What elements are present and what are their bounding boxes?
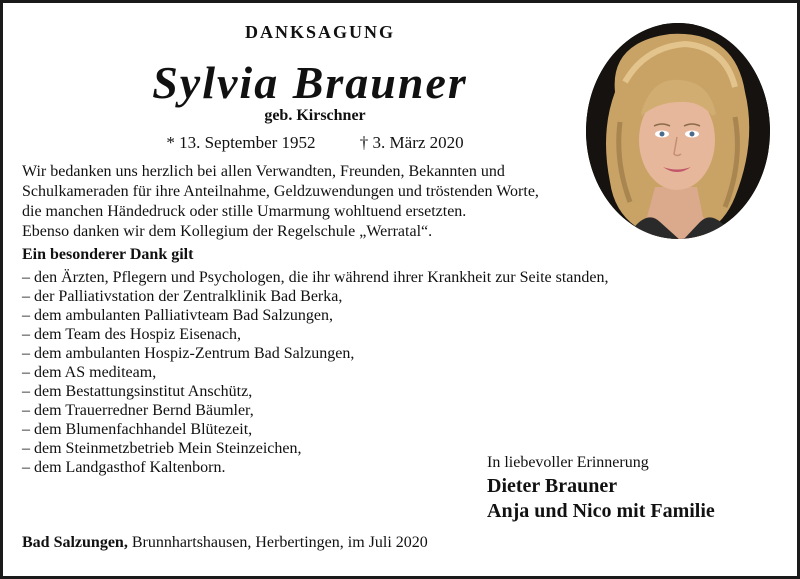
list-item: – dem Bestattungsinstitut Anschütz, xyxy=(22,383,253,400)
maiden-name: geb. Kirschner xyxy=(264,107,366,124)
mourner-name: Anja und Nico mit Familie xyxy=(487,500,715,522)
intro-line: Schulkameraden für ihre Anteilnahme, Geldzuwendungen und tröstenden Worte, xyxy=(22,183,539,200)
thanks-heading: Ein besonderer Dank gilt xyxy=(22,246,194,263)
death-date: † 3. März 2020 xyxy=(359,133,464,152)
footer-rest: Brunnhartshausen, Herbertingen, im Juli 2020 xyxy=(127,534,428,551)
life-dates xyxy=(0,133,630,153)
list-item: – dem Steinmetzbetrieb Mein Steinzeichen, xyxy=(22,440,302,457)
mourner-name: Dieter Brauner xyxy=(487,475,618,497)
place-date-line xyxy=(22,534,428,552)
portrait-photo xyxy=(585,22,771,240)
intro-line: die manchen Händedruck oder stille Umarmung wohltuend ersetzten. xyxy=(22,203,467,220)
intro-line: Ebenso danken wir dem Kollegium der Regelschule „Werratal“. xyxy=(22,223,433,240)
list-item: – dem Trauerredner Bernd Bäumler, xyxy=(22,402,254,419)
footer-place: Bad Salzungen, xyxy=(22,534,128,551)
list-item: – dem ambulanten Palliativteam Bad Salzungen, xyxy=(22,307,334,324)
list-item: – dem Landgasthof Kaltenborn. xyxy=(22,459,226,476)
deceased-name: Sylvia Brauner xyxy=(152,57,468,108)
birth-date: * 13. September 1952 xyxy=(166,133,316,152)
list-item: – der Palliativstation der Zentralklinik Bad Berka, xyxy=(22,288,343,305)
memory-line: In liebevoller Erinnerung xyxy=(487,454,649,471)
thanks-list xyxy=(22,268,609,477)
notice-heading: DANKSAGUNG xyxy=(244,22,395,42)
list-item: – dem Team des Hospiz Eisenach, xyxy=(22,326,241,343)
intro-text xyxy=(22,162,592,242)
mourners xyxy=(487,474,715,524)
list-item: – dem Blumenfachhandel Blütezeit, xyxy=(22,421,253,438)
list-item: – dem ambulanten Hospiz-Zentrum Bad Salzungen, xyxy=(22,345,355,362)
list-item: – den Ärzten, Pflegern und Psychologen, die ihr während ihrer Krankheit zur Seite standen, xyxy=(22,269,609,286)
intro-line: Wir bedanken uns herzlich bei allen Verwandten, Freunden, Bekannten und xyxy=(22,163,505,180)
list-item: – dem AS mediteam, xyxy=(22,364,157,381)
